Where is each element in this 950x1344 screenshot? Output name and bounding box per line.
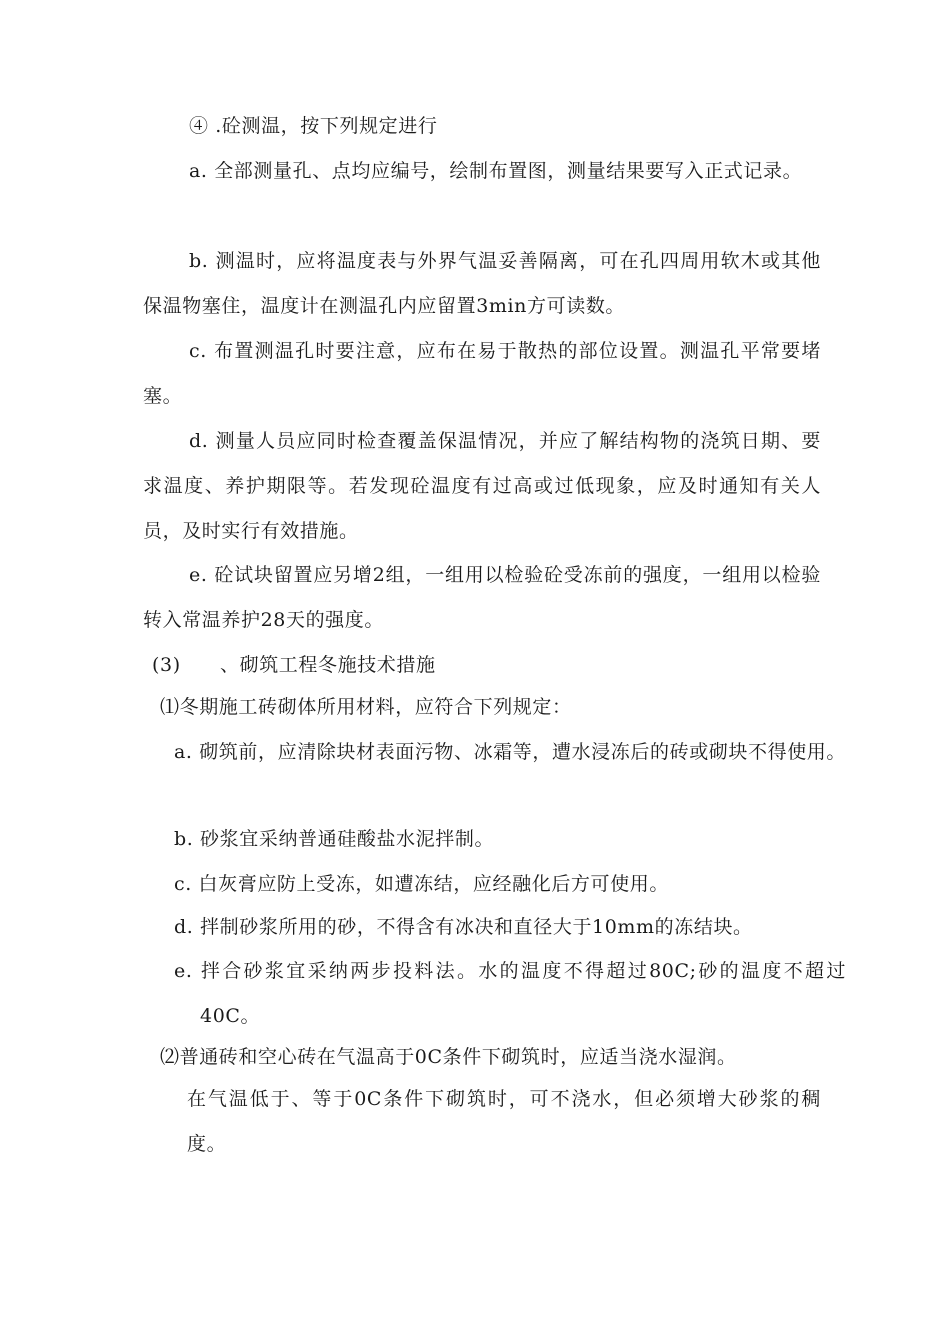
list-item-c: c. 白灰膏应防上受冻，如遭冻结，应经融化后方可使用。	[174, 873, 669, 895]
measure-temp-heading: ④ .砼测温，按下列规定进行	[189, 115, 438, 137]
paragraph-a: a. 全部测量孔、点均应编号，绘制布置图，测量结果要写入正式记录。	[189, 160, 803, 182]
subsection-2-continuation: 在气温低于、等于0C条件下砌筑时，可不浇水，但必须增大砂浆的稠度。	[187, 1088, 821, 1155]
section-heading	[152, 643, 436, 688]
paragraph-d: d. 测量人员应同时检查覆盖保温情况，并应了解结构物的浇筑日期、要求温度、养护期限等。若发现砼温度有过高或过低现象，应及时通知有关人员，及时实行有效措施。	[143, 430, 821, 542]
list-item-a: a. 砌筑前，应清除块材表面污物、冰霜等，遭水浸冻后的砖或砌块不得使用。	[174, 741, 847, 763]
subsection-1: ⑴冬期施工砖砌体所用材料，应符合下列规定：	[160, 696, 572, 718]
section-number: (3)	[152, 654, 181, 676]
subsection-2: ⑵普通砖和空心砖在气温高于0C条件下砌筑时，应适当浇水湿润。	[160, 1046, 737, 1068]
list-item-b: b. 砂浆宜采纳普通硅酸盐水泥拌制。	[174, 828, 495, 850]
paragraph-c: c. 布置测温孔时要注意，应布在易于散热的部位设置。测温孔平常要堵塞。	[143, 340, 821, 407]
list-item-e: e. 拌合砂浆宜采纳两步投料法。水的温度不得超过80C;砂的温度不超过40C。	[174, 960, 846, 1027]
paragraph-e: e. 砼试块留置应另增2组，一组用以检验砼受冻前的强度，一组用以检验转入常温养护28天的强度。	[143, 564, 821, 631]
list-item-d: d. 拌制砂浆所用的砂，不得含有冰决和直径大于10mm的冻结块。	[174, 916, 753, 938]
paragraph-b: b. 测温时，应将温度表与外界气温妥善隔离，可在孔四周用软木或其他保温物塞住，温度计在测温孔内应留置3min方可读数。	[143, 250, 821, 317]
section-title: 、砌筑工程冬施技术措施	[220, 654, 436, 676]
